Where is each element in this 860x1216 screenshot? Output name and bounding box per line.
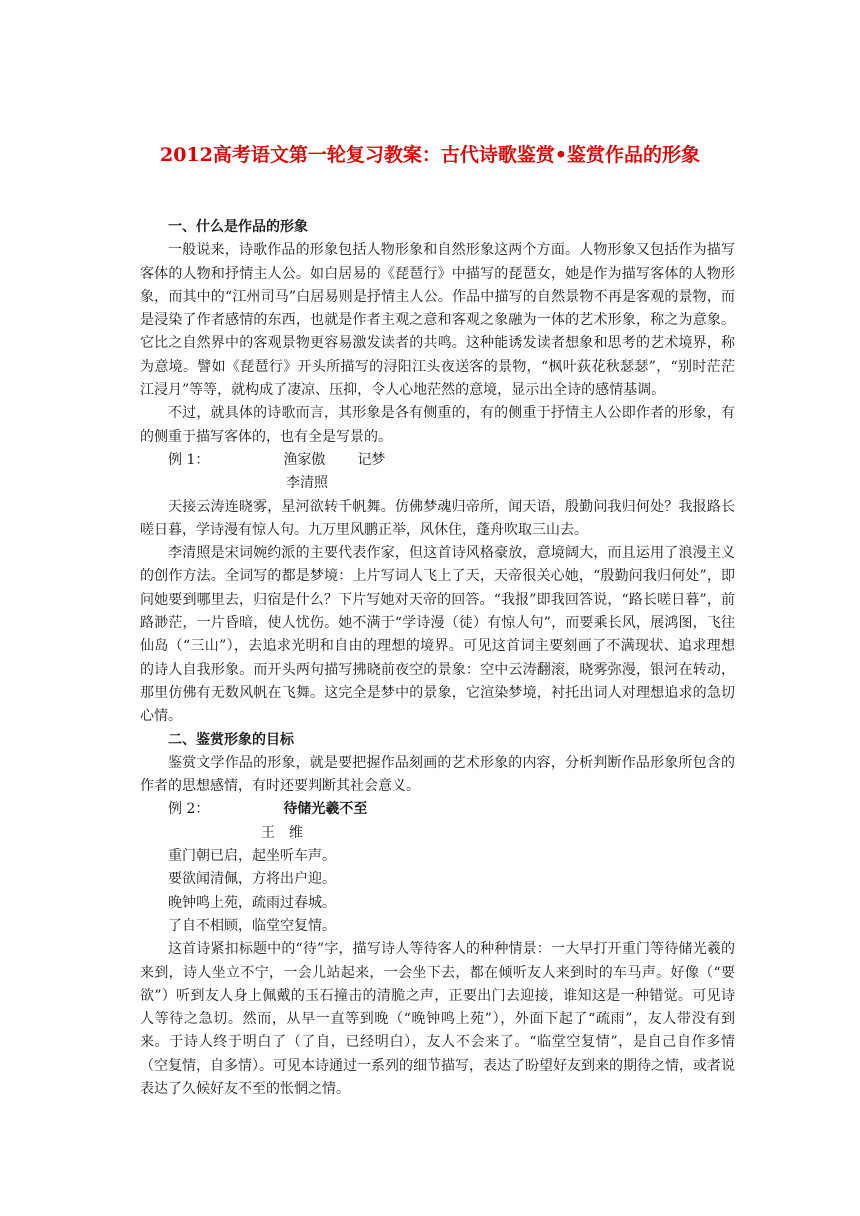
example1-header bbox=[140, 449, 735, 472]
example1-poem-title: 渔家傲 bbox=[283, 451, 326, 468]
example1-author: 李清照 bbox=[286, 475, 328, 492]
section1-paragraph-2: 不过，就具体的诗歌而言，其形象是各有侧重的，有的侧重于抒情主人公即作者的形象，有的侧重于描写客体的，也有全是写景的。 bbox=[140, 405, 735, 445]
example2-poem-line-3: 晚钟鸣上苑，疏雨过春城。 bbox=[168, 894, 336, 911]
example2-label: 例 2： bbox=[168, 801, 210, 818]
document-title: 2012高考语文第一轮复习教案：古代诗歌鉴赏•鉴赏作品的形象 bbox=[159, 144, 701, 166]
example2-analysis: 这首诗紧扣标题中的“待”字，描写诗人等待客人的种种情景：一大早打开重门等待储光羲的来到，诗人坐立不宁，一会儿站起来，一会坐下去，都在倾听友人来到时的车马声。好像（“要欲”）听到友人身上佩戴的玉石撞击的清脆之声，正要出门去迎接，谁知这是一种错觉。可见诗人等待之急切。然而，从早一直等到晚（“晚钟鸣上苑”），外面下起了“疏雨”，友人带没有到来。于诗人终于明白了（了自，已经明白），友人不会来了。“临堂空复情”，是自己自作多情（空复情，自多情）。可见本诗通过一系列的细节描写，表达了盼望好友到来的期待之情，或者说表达了久候好友不至的怅惘之情。 bbox=[140, 941, 735, 1097]
section1-paragraph-1: 一般说来，诗歌作品的形象包括人物形象和自然形象这两个方面。人物形象又包括作为描写客体的人物和抒情主人公。如白居易的《琵琶行》中描写的琵琶女，她是作为描写客体的人物形象，而其中的“江州司马”白居易则是抒情主人公。作品中描写的自然景物不再是客观的景物，而是浸染了作者感情的东西，也就是作者主观之意和客观之象融为一体的艺术形象，称之为意象。它比之自然界中的客观景物更容易激发读者的共鸣。这种能诱发读者想象和思考的艺术境界，称为意境。譬如《琵琶行》开头所描写的浔阳江头夜送客的景物，“枫叶荻花秋瑟瑟”，“别时茫茫江浸月”等等，就构成了凄凉、压抑，令人心地茫然的意境，显示出全诗的感情基调。 bbox=[140, 242, 735, 399]
example2-poem-line-2: 要欲闻清佩，方将出户迎。 bbox=[168, 871, 336, 888]
section2-paragraph: 鉴赏文学作品的形象，就是要把握作品刻画的艺术形象的内容，分析判断作品形象所包含的作者的思想感情，有时还要判断其社会意义。 bbox=[140, 754, 735, 795]
example2-poem-title: 待储光羲不至 bbox=[283, 801, 368, 818]
example2-author: 王 维 bbox=[261, 824, 303, 841]
document-body bbox=[140, 216, 735, 1101]
example1-poem-text: 天接云涛连晓雾，星河欲转千帆舞。仿佛梦魂归帝所，闻天语，殷勤问我归何处？我报路长嗟日暮，学诗漫有惊人句。九万里风鹏正举，风休住，蓬舟吹取三山去。 bbox=[140, 498, 735, 538]
example2-poem-line-1: 重门朝已启，起坐听车声。 bbox=[168, 848, 336, 865]
example1-analysis: 李清照是宋词婉约派的主要代表作家，但这首诗风格豪放，意境阔大，而且运用了浪漫主义的创作方法。全词写的都是梦境：上片写词人飞上了天，天帝很关心她，“殷勤问我归何处”，即问她要到哪里去，归宿是什么？下片写她对天帝的回答。“我报”即我回答说，“路长嗟日暮”，前路渺茫，一片昏暗，使人忧伤。她不满于“学诗漫（徒）有惊人句”，而要乘长风，展鸿图，飞往仙岛（“三山”），去追求光明和自由的理想的境界。可见这首词主要刻画了不满现状、追求理想的诗人自我形象。而开头两句描写拂晓前夜空的景象：空中云涛翻滚，晓雾弥漫，银河在转动，那里仿佛有无数风帆在飞舞。这完全是梦中的景象，它渲染梦境，衬托出词人对理想追求的急切心情。 bbox=[140, 545, 735, 725]
example1-poem-subtitle: 记梦 bbox=[357, 451, 386, 468]
example2-poem-line-4: 了自不相顾，临堂空复情。 bbox=[168, 917, 336, 934]
section1-heading: 一、什么是作品的形象 bbox=[168, 219, 308, 235]
section2-heading: 二、鉴赏形象的目标 bbox=[168, 731, 294, 748]
example2-header bbox=[140, 798, 735, 821]
example1-label: 例 1： bbox=[168, 451, 210, 468]
